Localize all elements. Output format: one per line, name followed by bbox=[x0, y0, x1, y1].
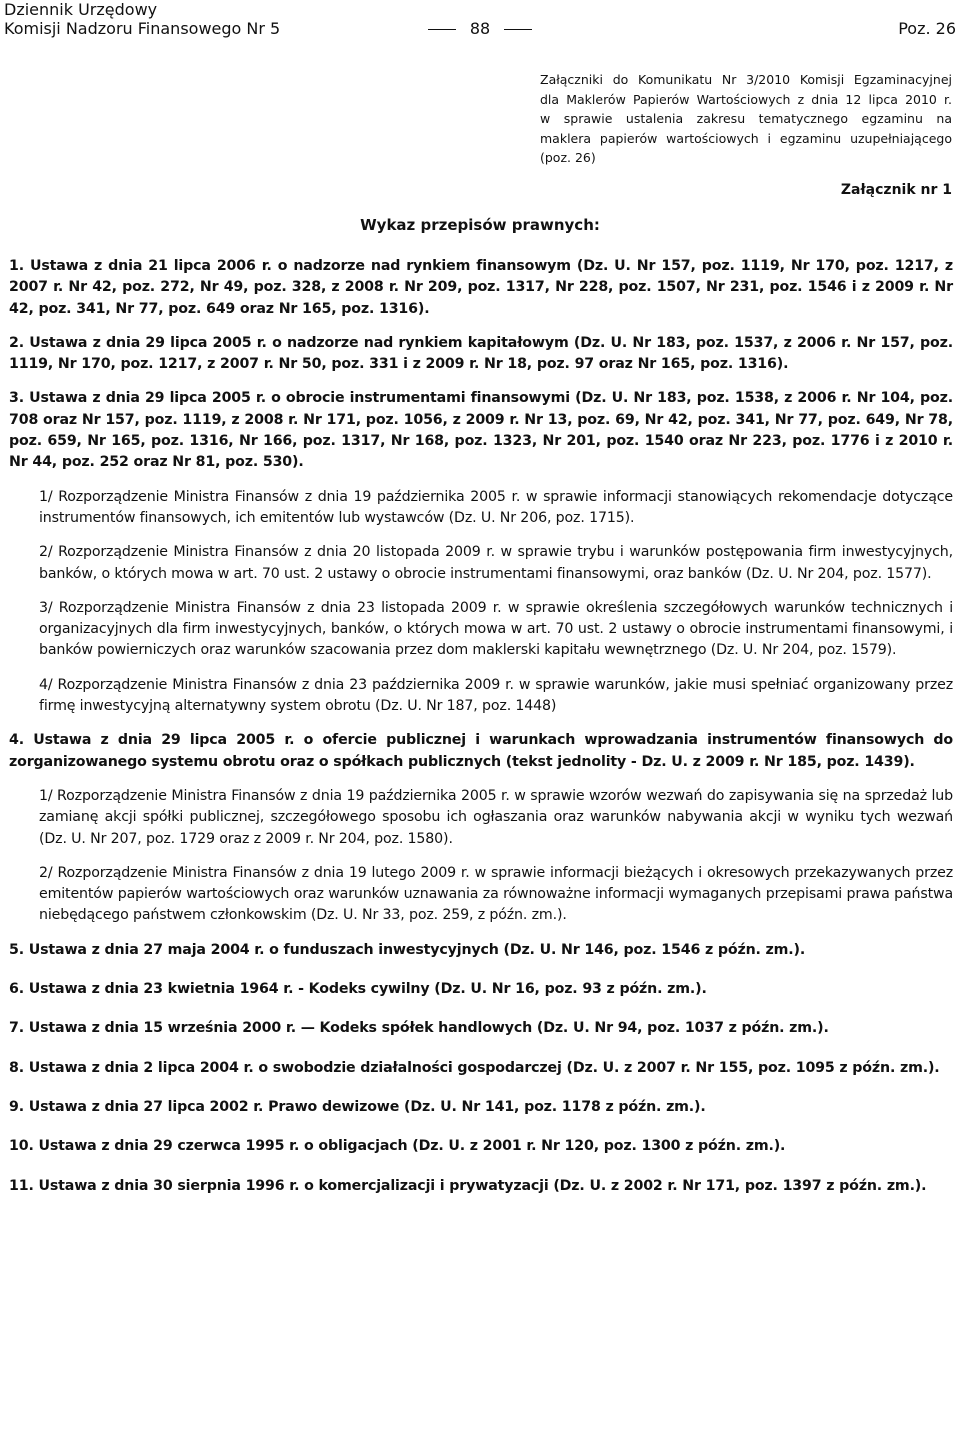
sub-item: 2/ Rozporządzenie Ministra Finansów z dnia 19 lutego 2009 r. w sprawie informacji bieżących i okresowych przekazywanych przez emitentów papierów wartościowych oraz warunków uznawania za równoważne informacji wymaganych przepisami prawa państwa niebędącego państwem członkowskim (Dz. U. Nr 33, poz. 259, z późn. zm.). bbox=[39, 864, 953, 924]
annex-reference-line: w sprawie ustalenia zakresu tematycznego egzaminu na bbox=[540, 111, 952, 126]
annex-reference-line: Załączniki do Komunikatu Nr 3/2010 Komisji Egzaminacyjnej bbox=[540, 72, 952, 87]
page-number bbox=[4, 19, 956, 38]
list-item-11: 11. Ustawa z dnia 30 sierpnia 1996 r. o komercjalizacji i prywatyzacji (Dz. U. z 2002 r. Nr 171, poz. 1397 z późn. zm.). bbox=[9, 1177, 927, 1194]
journal-title-line-1: Dziennik Urzędowy bbox=[4, 0, 158, 19]
page-header bbox=[4, 0, 956, 44]
journal-title-line-2: Komisji Nadzoru Finansowego Nr 5 bbox=[4, 19, 281, 38]
list-item-3: 3. Ustawa z dnia 29 lipca 2005 r. o obrocie instrumentami finansowymi (Dz. U. Nr 183, poz. 1538, z 2006 r. Nr 104, poz. 708 oraz Nr 157, poz. 1119, z 2008 r. Nr 171, poz. 1056, z 2009 r. Nr 13, poz. 69, Nr 42, poz. 341, Nr 77, poz. 649, Nr 78, poz. 659, Nr 165, poz. 1316, Nr 166, poz. 1317, Nr 168, poz. 1323, Nr 201, poz. 1540 oraz Nr 223, poz. 1776 i z 2010 r. Nr 44, poz. 252 oraz Nr 81, poz. 530). bbox=[9, 390, 953, 471]
page-number-value: 88 bbox=[469, 19, 491, 38]
annex-reference bbox=[540, 70, 952, 168]
list-item-6: 6. Ustawa z dnia 23 kwietnia 1964 r. - Kodeks cywilny (Dz. U. Nr 16, poz. 93 z późn. zm.). bbox=[9, 981, 707, 998]
sub-item: 2/ Rozporządzenie Ministra Finansów z dnia 20 listopada 2009 r. w sprawie trybu i warunków postępowania firm inwestycyjnych, banków, o których mowa w art. 70 ust. 2 ustawy o obrocie instrumentami finansowymi, oraz banków (Dz. U. Nr 204, poz. 1577). bbox=[39, 544, 953, 582]
annex-reference-line: dla Maklerów Papierów Wartościowych z dnia 12 lipca 2010 r. bbox=[540, 91, 952, 107]
list-item-1: 1. Ustawa z dnia 21 lipca 2006 r. o nadzorze nad rynkiem finansowym (Dz. U. Nr 157, poz. 1119, Nr 170, poz. 1217, z 2007 r. Nr 42, poz. 272, Nr 49, poz. 328, z 2008 r. Nr 209, poz. 1317, Nr 228, poz. 1507, Nr 231, poz. 1546 i z 2009 r. Nr 42, poz. 341, Nr 77, poz. 649 oraz Nr 165, poz. 1316). bbox=[9, 258, 953, 317]
list-item-2: 2. Ustawa z dnia 29 lipca 2005 r. o nadzorze nad rynkiem kapitałowym (Dz. U. Nr 183, poz. 1537, z 2006 r. Nr 157, poz. 1119, Nr 170, poz. 1217, z 2007 r. Nr 50, poz. 331 i z 2009 r. Nr 18, poz. 97 oraz Nr 165, poz. 1316). bbox=[9, 334, 953, 373]
annex-reference-line: (poz. 26) bbox=[540, 150, 596, 165]
list-item-9: 9. Ustawa z dnia 27 lipca 2002 r. Prawo dewizowe (Dz. U. Nr 141, poz. 1178 z późn. zm.). bbox=[9, 1098, 706, 1115]
sub-item: 4/ Rozporządzenie Ministra Finansów z dnia 23 października 2009 r. w sprawie warunków, jakie musi spełniać organizowany przez firmę inwestycyjną alternatywny system obrotu (Dz. U. Nr 187, poz. 1448) bbox=[39, 676, 953, 715]
annex-title: Załącznik nr 1 bbox=[840, 182, 952, 198]
position-number: Poz. 26 bbox=[898, 19, 956, 38]
list-item-7: 7. Ustawa z dnia 15 września 2000 r. — Kodeks spółek handlowych (Dz. U. Nr 94, poz. 1037 z późn. zm.). bbox=[9, 1020, 829, 1037]
list-item-4: 4. Ustawa z dnia 29 lipca 2005 r. o ofercie publicznej i warunkach wprowadzania instrumentów finansowych do zorganizowanego systemu obrotu oraz o spółkach publicznych (tekst jednolity - Dz. U. z 2009 r. Nr 185, poz. 1439). bbox=[9, 732, 953, 770]
annex-reference-line: maklera papierów wartościowych i egzaminu uzupełniającego bbox=[540, 130, 952, 146]
list-item-5: 5. Ustawa z dnia 27 maja 2004 r. o funduszach inwestycyjnych (Dz. U. Nr 146, poz. 1546 z późn. zm.). bbox=[9, 941, 806, 958]
list-item-8: 8. Ustawa z dnia 2 lipca 2004 r. o swobodzie działalności gospodarczej (Dz. U. z 2007 r. Nr 155, poz. 1095 z późn. zm.). bbox=[9, 1059, 940, 1076]
list-item-10: 10. Ustawa z dnia 29 czerwca 1995 r. o obligacjach (Dz. U. z 2001 r. Nr 120, poz. 1300 z późn. zm.). bbox=[9, 1138, 786, 1155]
sub-item: 1/ Rozporządzenie Ministra Finansów z dnia 19 października 2005 r. w sprawie informacji stanowiących rekomendacje dotyczące instrumentów finansowych, ich emitentów lub wystawców (Dz. U. Nr 206, poz. 1715). bbox=[39, 488, 953, 526]
sub-item: 1/ Rozporządzenie Ministra Finansów z dnia 19 października 2005 r. w sprawie wzorów wezwań do zapisywania się na sprzedaż lub zamianę akcji spółki publicznej, szczegółowego sposobu ich ogłaszania oraz warunków nabywania akcji w wyniku tych wezwań (Dz. U. Nr 207, poz. 1729 oraz z 2009 r. Nr 204, poz. 1580). bbox=[39, 787, 953, 847]
legal-acts-list bbox=[9, 256, 953, 1215]
sub-item: 3/ Rozporządzenie Ministra Finansów z dnia 23 listopada 2009 r. w sprawie określenia szczegółowych warunków technicznych i organizacyjnych dla firm inwestycyjnych, banków, o których mowa w art. 70 ust. 2 ustawy o obrocie instrumentami finansowymi, i banków powierniczych oraz warunków szacowania przez dom maklerski kapitału wewnętrznego (Dz. U. Nr 204, poz. 1579). bbox=[39, 599, 953, 659]
list-title: Wykaz przepisów prawnych: bbox=[360, 216, 600, 234]
